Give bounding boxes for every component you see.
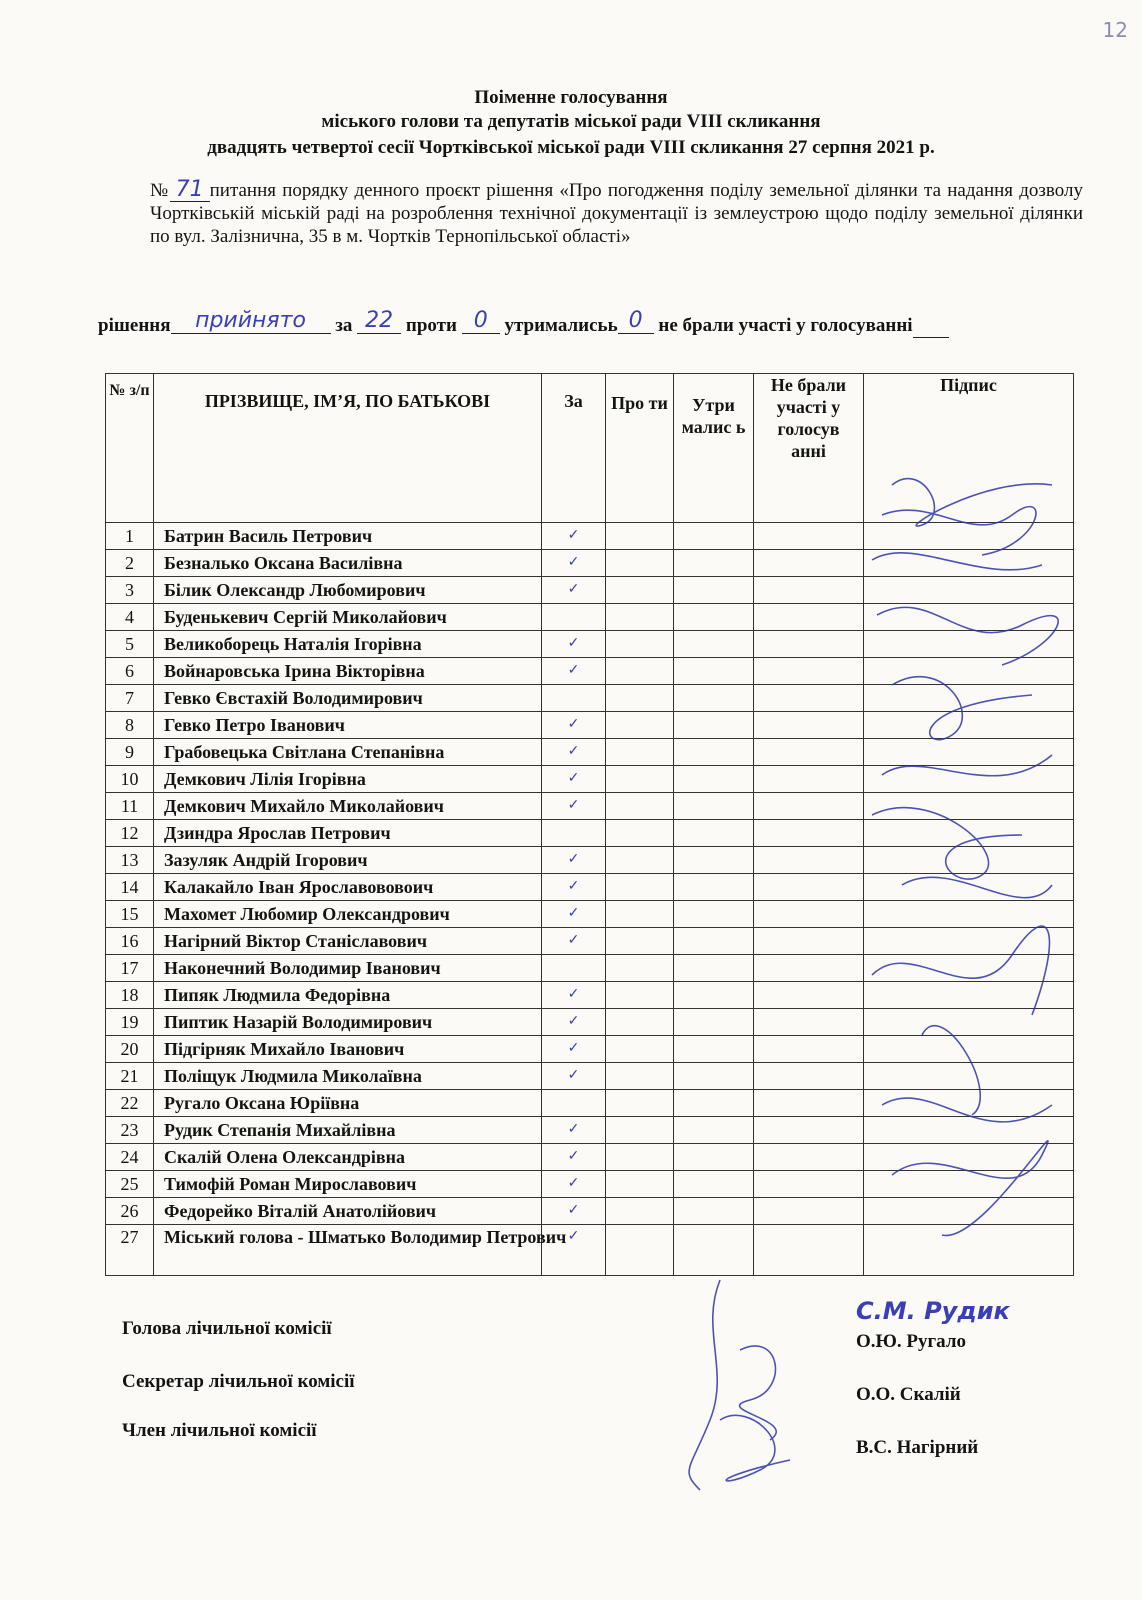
vote-for-mark: ✓ [542,928,606,955]
member-name: Грабовецька Світлана Степанівна [154,739,542,766]
vote-for-mark [542,955,606,982]
vote-abstained-cell [674,1090,754,1117]
vote-against-cell [606,820,674,847]
not-voted-label: не брали участі у голосуванні [658,315,913,336]
row-number: 20 [106,1036,154,1063]
against-count: 0 [462,308,500,334]
vote-for-mark: ✓ [542,1063,606,1090]
vote-for-mark: ✓ [542,739,606,766]
vote-abstained-cell [674,712,754,739]
vote-abstained-cell [674,1117,754,1144]
vote-against-cell [606,523,674,550]
vote-abstained-cell [674,874,754,901]
vote-abstained-cell [674,658,754,685]
row-number: 23 [106,1117,154,1144]
doc-title: Поіменне голосування [474,87,668,108]
row-number: 16 [106,928,154,955]
row-number: 21 [106,1063,154,1090]
signatures-scribble [862,455,1072,1255]
vote-against-cell [606,874,674,901]
vote-against-cell [606,901,674,928]
member-name: Скалій Олена Олександрівна [154,1144,542,1171]
vote-not-voted-cell [754,955,864,982]
role-member: Член лічильної комісії [122,1420,317,1441]
vote-not-voted-cell [754,1036,864,1063]
vote-against-cell [606,955,674,982]
col-name-header: ПРІЗВИЩЕ, ІМ’Я, ПО БАТЬКОВІ [154,374,542,523]
vote-abstained-cell [674,847,754,874]
vote-for-mark: ✓ [542,1225,606,1276]
vote-for-mark: ✓ [542,982,606,1009]
vote-abstained-cell [674,793,754,820]
member-name: Дзиндра Ярослав Петрович [154,820,542,847]
col-abstained-header: Утри малис ь [674,374,754,523]
vote-not-voted-cell [754,631,864,658]
not-voted-blank [913,315,949,338]
vote-for-mark: ✓ [542,901,606,928]
vote-abstained-cell [674,982,754,1009]
vote-for-mark: ✓ [542,1144,606,1171]
vote-abstained-cell [674,901,754,928]
vote-not-voted-cell [754,874,864,901]
vote-against-cell [606,685,674,712]
member-name: Наконечний Володимир Іванович [154,955,542,982]
doc-session-line: двадцять четвертої сесії Чортківської міської ради VIII скликання 27 серпня 2021 р. [207,137,935,158]
vote-abstained-cell [674,604,754,631]
vote-abstained-cell [674,523,754,550]
vote-not-voted-cell [754,793,864,820]
vote-against-cell [606,766,674,793]
vote-abstained-cell [674,577,754,604]
row-number: 19 [106,1009,154,1036]
row-number: 13 [106,847,154,874]
vote-for-mark: ✓ [542,1171,606,1198]
col-against-header: Про ти [606,374,674,523]
vote-against-cell [606,1090,674,1117]
vote-against-cell [606,1198,674,1225]
abstained-label: утрималисьь [504,315,618,336]
vote-not-voted-cell [754,712,864,739]
member-name: Демкович Лілія Ігорівна [154,766,542,793]
member-name: Батрин Василь Петрович [154,523,542,550]
member-name: Безналько Оксана Василівна [154,550,542,577]
member-name: Демкович Михайло Миколайович [154,793,542,820]
vote-for-mark: ✓ [542,793,606,820]
member-name: Федорейко Віталій Анатолійович [154,1198,542,1225]
vote-not-voted-cell [754,982,864,1009]
vote-against-cell [606,550,674,577]
vote-abstained-cell [674,739,754,766]
vote-for-mark [542,685,606,712]
vote-against-cell [606,1171,674,1198]
vote-for-mark: ✓ [542,874,606,901]
row-number: 25 [106,1171,154,1198]
member-name: Войнаровська Ірина Вікторівна [154,658,542,685]
vote-against-cell [606,1009,674,1036]
name-chair: О.Ю. Ругало [856,1331,966,1352]
vote-for-mark: ✓ [542,847,606,874]
vote-not-voted-cell [754,523,864,550]
row-number: 15 [106,901,154,928]
row-number: 14 [106,874,154,901]
member-name: Підгірняк Михайло Іванович [154,1036,542,1063]
decision-label: рішення [98,315,171,336]
member-name: Зазуляк Андрій Ігорович [154,847,542,874]
member-name: Рудик Степанія Михайлівна [154,1117,542,1144]
member-name: Нагірний Віктор Станіславович [154,928,542,955]
row-number: 2 [106,550,154,577]
vote-not-voted-cell [754,685,864,712]
vote-not-voted-cell [754,766,864,793]
commission-signatures [660,1270,810,1500]
vote-for-mark: ✓ [542,712,606,739]
row-number: 11 [106,793,154,820]
member-name: Тимофій Роман Мирославович [154,1171,542,1198]
vote-abstained-cell [674,1063,754,1090]
vote-for-mark [542,1090,606,1117]
vote-against-cell [606,793,674,820]
question-number: 71 [170,178,210,202]
member-name: Міський голова - Шматько Володимир Петрович [154,1225,542,1276]
member-name: Пиптик Назарій Володимирович [154,1009,542,1036]
vote-not-voted-cell [754,739,864,766]
vote-for-mark: ✓ [542,1009,606,1036]
handwritten-note: С.М. Рудик [856,1297,1010,1325]
member-name: Поліщук Людмила Миколаївна [154,1063,542,1090]
vote-not-voted-cell [754,1090,864,1117]
vote-not-voted-cell [754,1144,864,1171]
vote-abstained-cell [674,1171,754,1198]
member-name: Пипяк Людмила Федорівна [154,982,542,1009]
vote-for-mark: ✓ [542,550,606,577]
row-number: 3 [106,577,154,604]
vote-against-cell [606,982,674,1009]
vote-abstained-cell [674,1225,754,1276]
name-member: В.С. Нагірний [856,1437,979,1458]
vote-abstained-cell [674,928,754,955]
vote-for-mark: ✓ [542,577,606,604]
vote-not-voted-cell [754,577,864,604]
member-name: Ругало Оксана Юріївна [154,1090,542,1117]
vote-against-cell [606,847,674,874]
for-label: за [335,315,353,336]
col-for-header: За [542,374,606,523]
member-name: Білик Олександр Любомирович [154,577,542,604]
vote-abstained-cell [674,955,754,982]
col-not-voted-header: Не брали участі у голосув анні [754,374,864,523]
vote-against-cell [606,577,674,604]
agenda-item [150,178,1083,248]
vote-against-cell [606,631,674,658]
vote-against-cell [606,1144,674,1171]
vote-for-mark: ✓ [542,766,606,793]
row-number: 5 [106,631,154,658]
vote-against-cell [606,658,674,685]
vote-not-voted-cell [754,604,864,631]
vote-abstained-cell [674,1198,754,1225]
row-number: 10 [106,766,154,793]
row-number: 12 [106,820,154,847]
vote-not-voted-cell [754,658,864,685]
abstained-count: 0 [618,308,654,334]
question-prefix: № [150,180,170,201]
for-count: 22 [357,308,401,334]
row-number: 8 [106,712,154,739]
member-name: Гевко Петро Іванович [154,712,542,739]
row-number: 18 [106,982,154,1009]
row-number: 9 [106,739,154,766]
row-number: 6 [106,658,154,685]
decision-line [98,308,1088,338]
vote-for-mark: ✓ [542,1036,606,1063]
vote-not-voted-cell [754,550,864,577]
vote-not-voted-cell [754,820,864,847]
vote-against-cell [606,739,674,766]
vote-abstained-cell [674,820,754,847]
vote-not-voted-cell [754,1009,864,1036]
row-number: 4 [106,604,154,631]
vote-not-voted-cell [754,1063,864,1090]
against-label: проти [405,315,457,336]
vote-not-voted-cell [754,1225,864,1276]
page-number-mark: 12 [1102,18,1128,42]
vote-against-cell [606,1036,674,1063]
vote-for-mark: ✓ [542,631,606,658]
doc-subtitle: міського голови та депутатів міської ради VIII скликання [321,111,821,132]
vote-not-voted-cell [754,928,864,955]
role-secretary: Секретар лічильної комісії [122,1371,355,1392]
vote-abstained-cell [674,631,754,658]
vote-abstained-cell [674,550,754,577]
vote-abstained-cell [674,1009,754,1036]
vote-against-cell [606,712,674,739]
row-number: 7 [106,685,154,712]
member-name: Калакайло Іван Ярославововоич [154,874,542,901]
vote-against-cell [606,1225,674,1276]
vote-against-cell [606,604,674,631]
vote-not-voted-cell [754,901,864,928]
member-name: Великоборець Наталія Ігорівна [154,631,542,658]
vote-for-mark [542,604,606,631]
vote-for-mark: ✓ [542,658,606,685]
col-signature-header: Підпис [864,374,1074,523]
member-name: Махомет Любомир Олександрович [154,901,542,928]
col-num-header: № з/п [106,374,154,523]
vote-abstained-cell [674,1144,754,1171]
row-number: 1 [106,523,154,550]
name-secretary: О.О. Скалій [856,1384,961,1405]
vote-not-voted-cell [754,1171,864,1198]
row-number: 24 [106,1144,154,1171]
member-name: Гевко Євстахій Володимирович [154,685,542,712]
vote-for-mark: ✓ [542,1117,606,1144]
vote-not-voted-cell [754,1198,864,1225]
vote-for-mark: ✓ [542,1198,606,1225]
vote-against-cell [606,928,674,955]
row-number: 22 [106,1090,154,1117]
vote-against-cell [606,1063,674,1090]
member-name: Буденькевич Сергій Миколайович [154,604,542,631]
question-text: питання порядку денного проєкт рішення «Про погодження поділу земельної ділянки та надання дозволу Чортківській міській раді на розроблення технічної документації із землеустрою щодо поділу земельної ділянки по вул. Залізнична, 35 в м. Чортків Тернопільської області» [150,180,1083,247]
vote-abstained-cell [674,1036,754,1063]
vote-abstained-cell [674,685,754,712]
vote-abstained-cell [674,766,754,793]
decision-result: прийнято [171,308,331,334]
vote-for-mark: ✓ [542,523,606,550]
row-number: 27 [106,1225,154,1276]
vote-for-mark [542,820,606,847]
row-number: 17 [106,955,154,982]
role-chair: Голова лічильної комісії [122,1318,332,1339]
row-number: 26 [106,1198,154,1225]
vote-not-voted-cell [754,1117,864,1144]
vote-not-voted-cell [754,847,864,874]
vote-against-cell [606,1117,674,1144]
